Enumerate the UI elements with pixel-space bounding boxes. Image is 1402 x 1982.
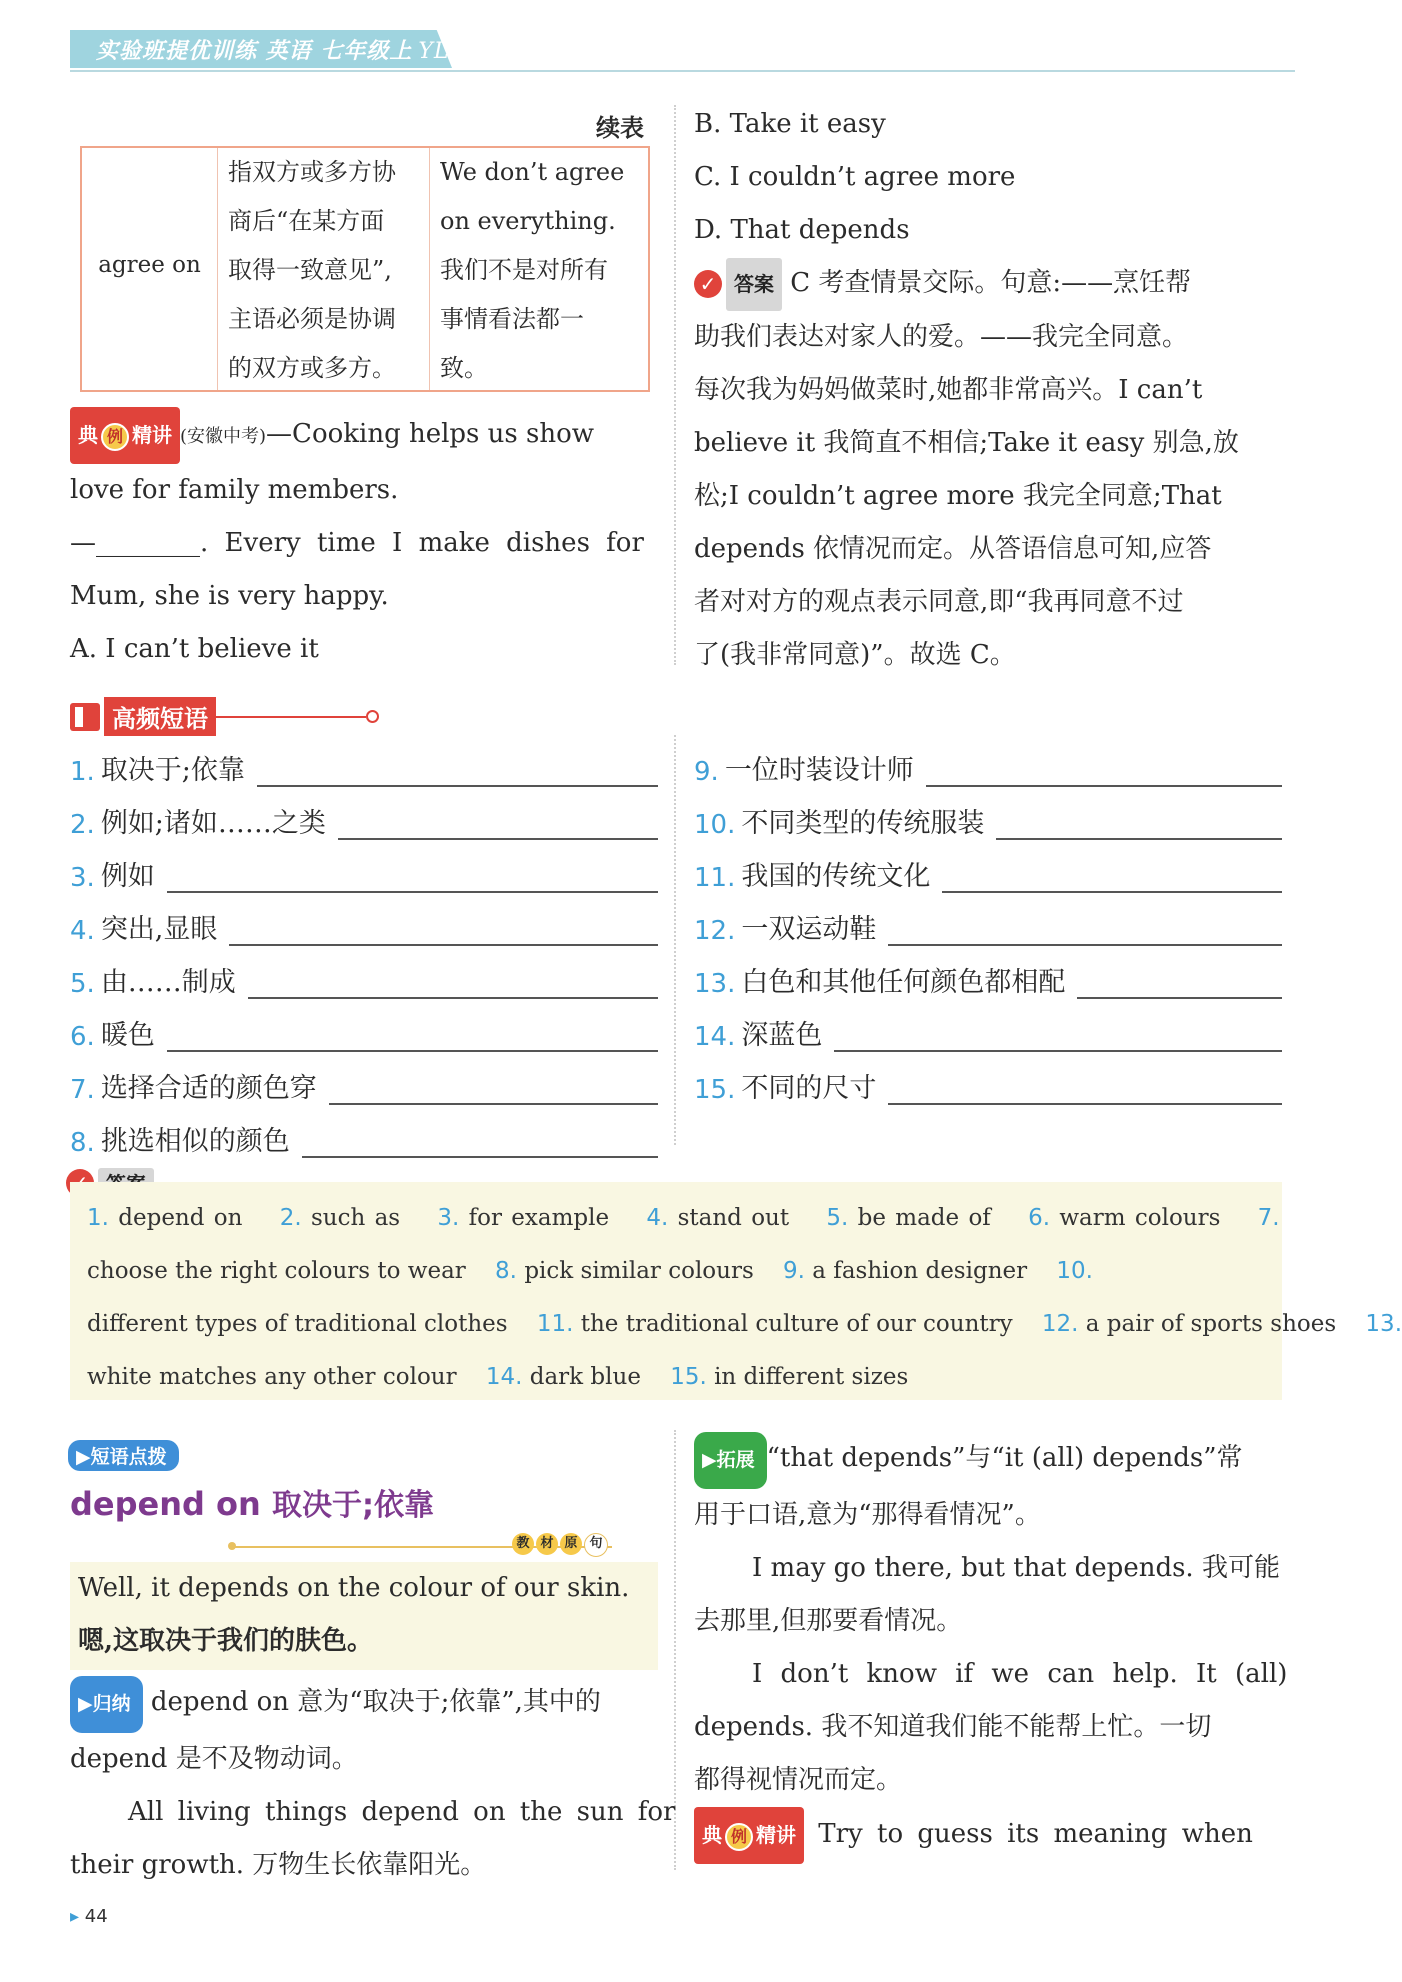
extension-line: 去那里,但那要看情况。	[694, 1606, 963, 1636]
book-icon	[70, 703, 100, 731]
extension-line: depends. 我不知道我们能不能帮上忙。一切	[694, 1712, 1212, 1742]
answer-line: 了(我非常同意)”。故选 C。	[694, 639, 1016, 670]
table-explanation-line: 商后“在某方面	[228, 207, 385, 235]
answer-row: white matches any other colour 14. dark blue 15. in different sizes	[87, 1364, 909, 1390]
answer-blank[interactable]	[329, 1073, 658, 1105]
example-question-line: love for family members.	[70, 475, 399, 505]
answer-line: 者对对方的观点表示同意,即“我再同意不过	[694, 586, 1184, 617]
example-source: (安徽中考)	[180, 426, 267, 447]
phrase-item: 5. 由……制成	[70, 959, 658, 999]
answer-blank[interactable]	[338, 808, 658, 840]
column-divider-top	[674, 105, 676, 665]
extension-line: I may go there, but that depends. 我可能	[752, 1553, 1280, 1583]
phrase-item: 15. 不同的尺寸	[694, 1065, 1282, 1105]
answer-badge: ✓ 答案	[694, 258, 782, 311]
answer-blank[interactable]	[167, 861, 658, 893]
phrase-item: 4. 突出,显眼	[70, 906, 658, 946]
example-badge: 典 例 精讲	[694, 1807, 804, 1864]
answer-line: 助我们表达对家人的爱。——我完全同意。	[694, 321, 1189, 352]
answer-blank[interactable]	[888, 1073, 1282, 1105]
table-explanation-line: 取得一致意见”,	[228, 256, 392, 284]
option-d: D. That depends	[694, 215, 910, 245]
phrase-item: 11. 我国的传统文化	[694, 853, 1282, 893]
extension-line: 都得视情况而定。	[694, 1765, 903, 1795]
extension-block: ▶拓展 “that depends”与“it (all) depends”常 用于口语,意为“那得看情况”。 I may go there, but that depends. 我可能 去那里,但那要看情况。 I don’t know if we can help. It (all) depends. 我不知道我们能不能帮上忙。一切 都得视情况而定。 典 例 精讲 Try to guess its meaning when	[694, 1432, 1284, 1864]
check-icon: ✓	[694, 270, 722, 298]
answer-row: different types of traditional clothes 11. the traditional culture of our country 12. a pair of sports shoes 13.	[87, 1311, 1402, 1337]
extension-example-text: Try to guess its meaning when	[818, 1819, 1253, 1849]
answer-blank[interactable]	[257, 755, 658, 787]
phrase-answers-box	[70, 1182, 1402, 1400]
table-explanation-line: 的双方或多方。	[228, 354, 396, 382]
continued-label: 续表	[596, 114, 644, 142]
answer-line: believe it 我简直不相信;Take it easy 别急,放	[694, 427, 1239, 458]
phrase-item: 13. 白色和其他任何颜色都相配	[694, 959, 1282, 999]
play-icon: ▶	[76, 1446, 91, 1468]
summary-line: depend 是不及物动词。	[70, 1744, 358, 1774]
example-question-line: Mum, she is very happy.	[70, 581, 389, 611]
table-explanation-cell	[218, 148, 430, 390]
summary-block: ▶归纳 depend on 意为“取决于;依靠”,其中的 depend 是不及物动词。 All living things depend on the sun for their growth. 万物生长依靠阳光。	[70, 1676, 660, 1892]
table-example-line: We don’t agree	[440, 158, 625, 186]
extension-line: 用于口语,意为“那得看情况”。	[694, 1500, 1041, 1530]
table-example-cell	[430, 148, 648, 390]
page-arrow-icon: ▸	[70, 1906, 80, 1927]
source-sentence-box	[70, 1562, 658, 1670]
answer-line: 每次我为妈妈做菜时,她都非常高兴。I can’t	[694, 374, 1203, 405]
phrase-item: 9. 一位时装设计师	[694, 747, 1282, 787]
source-rule-dot	[228, 1542, 236, 1550]
usage-table	[80, 146, 650, 392]
answer-line: 松;I couldn’t agree more 我完全同意;That	[694, 480, 1222, 511]
table-example-line: on everything.	[440, 207, 616, 235]
example-question-line: —________. Every time I make dishes for	[70, 528, 644, 558]
heading-rule-end-icon	[366, 710, 379, 723]
example-question-line: —Cooking helps us show	[266, 419, 595, 449]
answer-line: depends 依情况而定。从答语信息可知,应答	[694, 533, 1212, 564]
play-icon: ▶	[702, 1449, 717, 1471]
example-line: their growth. 万物生长依靠阳光。	[70, 1850, 487, 1880]
phrase-item: 7. 选择合适的颜色穿	[70, 1065, 658, 1105]
phrase-item: 14. 深蓝色	[694, 1012, 1282, 1052]
play-icon: ▶	[78, 1693, 93, 1715]
table-explanation-line: 主语必须是协调	[228, 305, 396, 333]
phrase-item: 3. 例如	[70, 853, 658, 893]
phrase-item: 12. 一双运动鞋	[694, 906, 1282, 946]
table-term: agree on	[98, 252, 201, 278]
example-line: All living things depend on the sun for	[128, 1797, 676, 1827]
option-b: B. Take it easy	[694, 109, 886, 139]
source-tag: 教 材 原 句	[512, 1533, 608, 1557]
phrase-point-badge: ▶短语点拨	[68, 1440, 179, 1471]
answer-blank[interactable]	[229, 914, 658, 946]
source-sentence-cn: 嗯,这取决于我们的肤色。	[78, 1626, 374, 1656]
header-series: 实验班提优训练 英语 七年级上 YL	[96, 39, 450, 64]
answer-row: choose the right colours to wear 8. pick similar colours 9. a fashion designer 10.	[87, 1258, 1093, 1284]
answer-blank[interactable]	[942, 861, 1282, 893]
heading-rule	[216, 716, 366, 718]
example-block	[70, 407, 660, 676]
page-number: ▸ 44	[70, 1906, 108, 1927]
extension-line: I don’t know if we can help. It (all)	[752, 1659, 1288, 1689]
option-a: A. I can’t believe it	[70, 634, 319, 664]
answer-line: C 考查情景交际。句意:——烹饪帮	[790, 268, 1192, 298]
answer-blank[interactable]	[1077, 967, 1282, 999]
answer-blank[interactable]	[834, 1020, 1282, 1052]
phrases-title: 高频短语	[104, 697, 216, 736]
answer-blank[interactable]	[302, 1126, 658, 1158]
phrase-item: 10. 不同类型的传统服装	[694, 800, 1282, 840]
phrase-item: 8. 挑选相似的颜色	[70, 1118, 658, 1158]
extension-badge: ▶拓展	[694, 1432, 767, 1489]
phrase-item: 1. 取决于;依靠	[70, 747, 658, 787]
option-c: C. I couldn’t agree more	[694, 162, 1016, 192]
table-example-line: 事情看法都一	[440, 305, 584, 333]
phrases-heading	[70, 697, 379, 736]
table-explanation-line: 指双方或多方协	[228, 158, 396, 186]
column-divider-phrases	[674, 735, 676, 1145]
table-example-line: 致。	[440, 354, 488, 382]
header-rule	[70, 70, 1295, 72]
phrase-item: 2. 例如;诸如……之类	[70, 800, 658, 840]
answer-blank[interactable]	[996, 808, 1282, 840]
answer-blank[interactable]	[248, 967, 658, 999]
answer-blank[interactable]	[167, 1020, 658, 1052]
phrase-point-heading: depend on 取决于;依靠	[70, 1485, 434, 1523]
summary-badge: ▶归纳	[70, 1676, 143, 1733]
table-example-line: 我们不是对所有	[440, 256, 608, 284]
example-badge: 典 例 精讲	[70, 407, 180, 464]
table-term-cell	[82, 148, 218, 390]
phrase-item: 6. 暖色	[70, 1012, 658, 1052]
answer-blank[interactable]	[926, 755, 1282, 787]
answer-blank[interactable]	[888, 914, 1282, 946]
answer-row: 1. depend on 2. such as 3. for example 4. stand out 5. be made of 6. warm colours 7.	[87, 1205, 1280, 1231]
source-sentence-en: Well, it depends on the colour of our skin.	[78, 1573, 630, 1603]
options-block	[694, 98, 1284, 682]
